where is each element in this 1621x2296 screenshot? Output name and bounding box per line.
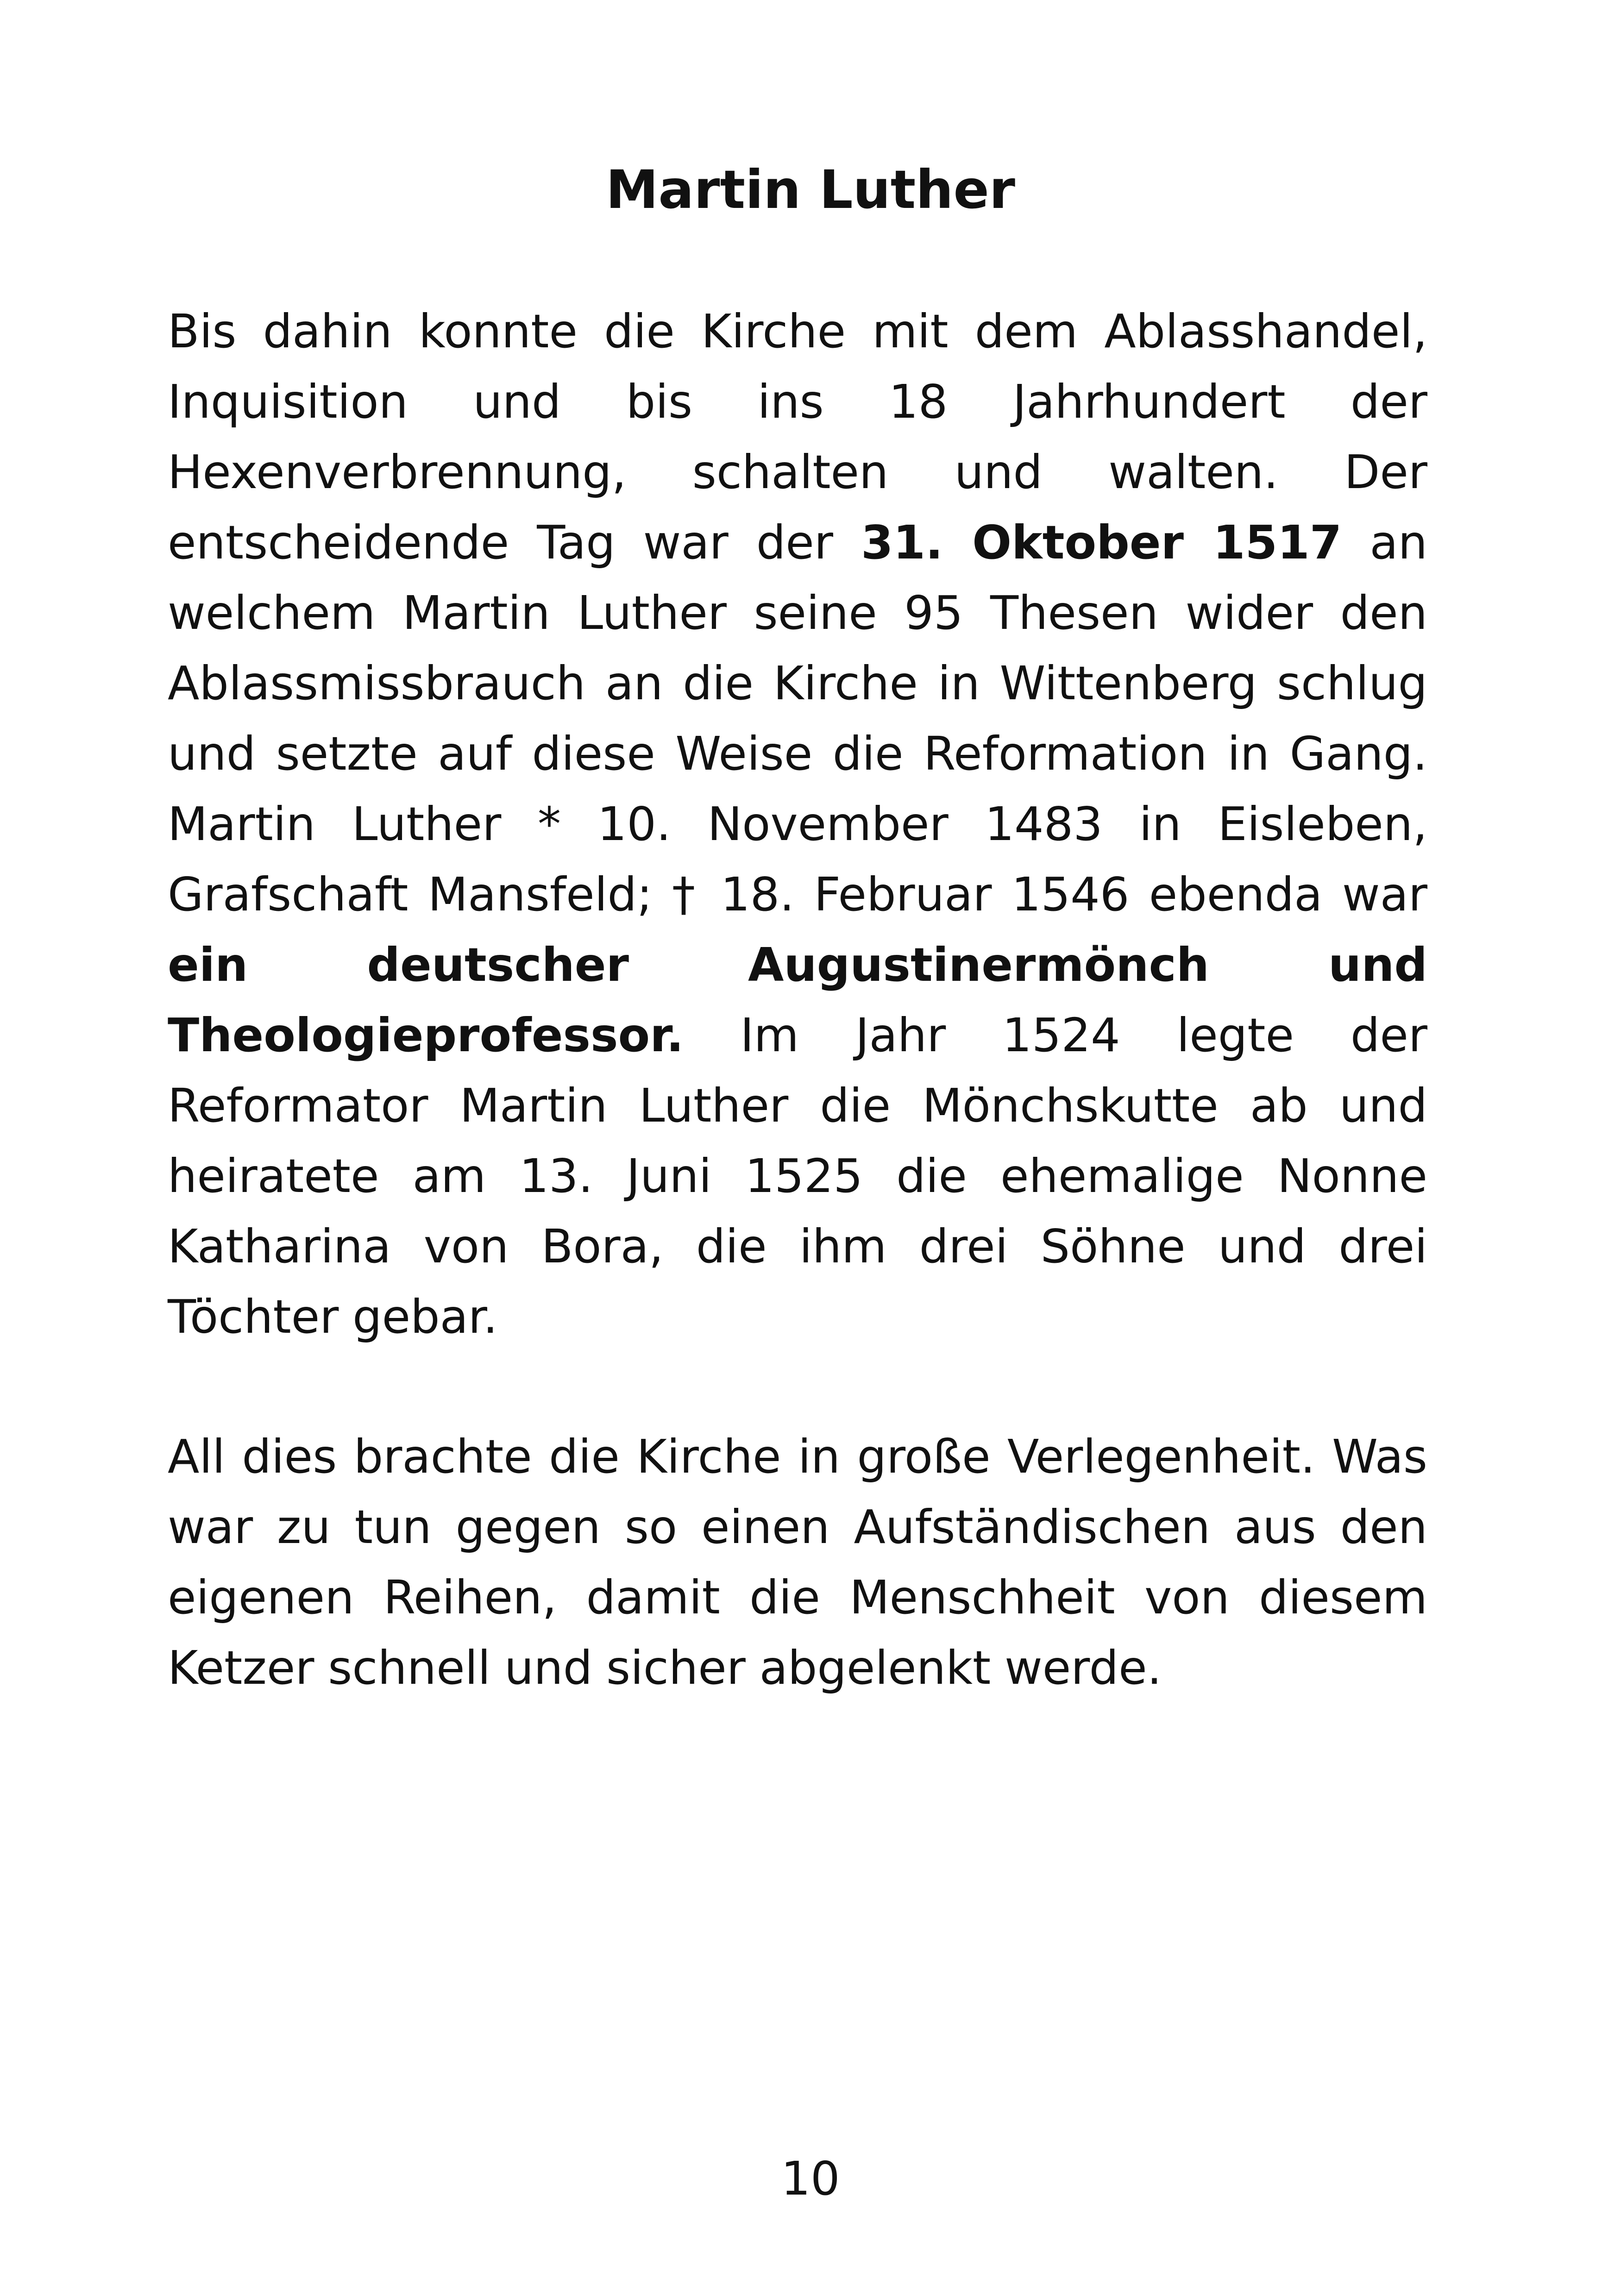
page-number: 10 (781, 2152, 840, 2206)
bold-description: ein deutscher Augustinermönch und Theologieprofessor. (168, 938, 1427, 1062)
body-text (168, 296, 1427, 1703)
paragraph-1 (168, 296, 1427, 1352)
page-title: Martin Luther (605, 159, 1015, 220)
bold-date: 31. Oktober 1517 (861, 515, 1342, 570)
paragraph-1-text-a: Bis dahin konnte die Kirche mit dem Ablasshandel, Inquisition und bis ins 18 Jahrhundert der Hexenverbrennung, schalten und walten. Der entscheidende Tag war der (168, 304, 1427, 570)
paragraph-1-text-b: an welchem Martin Luther seine 95 Thesen wider den Ablassmissbrauch an die Kirche in Wittenberg schlug und setzte auf diese Weise die Reformation in Gang. Martin Luther * 10. November 1483 in Eisleben, Grafschaft Mansfeld; † 18. Februar 1546 ebenda war (168, 515, 1427, 922)
paragraph-1-text-c: Im Jahr 1524 legte der Reformator Martin Luther die Mönchskutte ab und heiratete am 13. Juni 1525 die ehemalige Nonne Katharina von Bora, die ihm drei Söhne und drei Töchter gebar. (168, 1008, 1427, 1344)
paragraph-2: All dies brachte die Kirche in große Verlegenheit. Was war zu tun gegen so einen Aufständischen aus den eigenen Reihen, damit die Menschheit von diesem Ketzer schnell und sicher abgelenkt werde. (168, 1430, 1427, 1695)
